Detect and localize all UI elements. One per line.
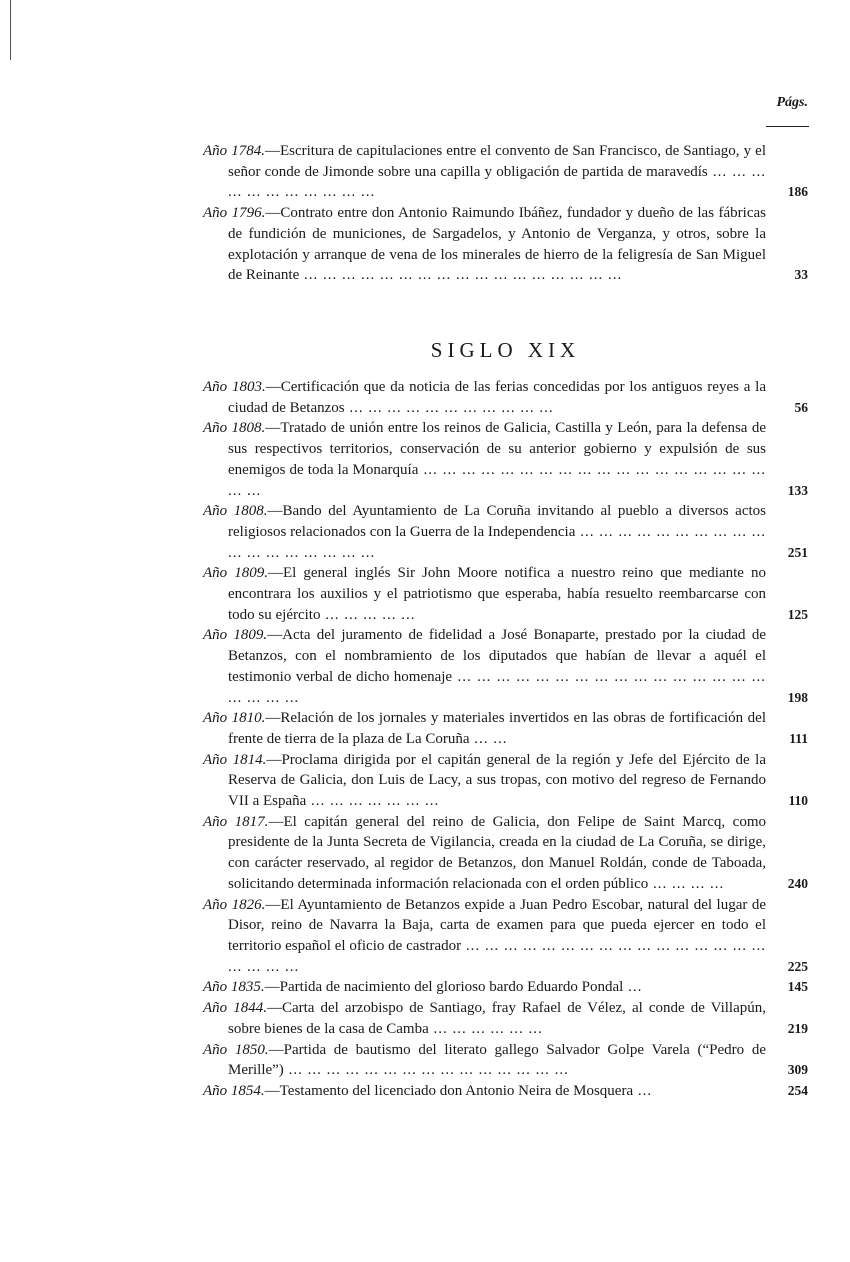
header-rule xyxy=(766,126,809,127)
toc-entry xyxy=(203,750,808,812)
entry-page-number: 125 xyxy=(787,606,808,622)
leader-dots: ... xyxy=(623,979,643,996)
entry-year: Año 1835. xyxy=(203,979,265,996)
leader-dots: ... ... ... ... ... ... ... ... ... ... ... ... ... ... ... ... ... ... xyxy=(228,523,766,561)
toc-entry xyxy=(203,812,808,895)
entry-page-number: 198 xyxy=(787,689,808,705)
entry-page-number: 219 xyxy=(787,1020,808,1036)
entry-year: Año 1826. xyxy=(203,896,266,913)
leader-dots: ... ... ... ... ... ... ... ... ... ... ... xyxy=(228,163,766,201)
entry-text: —Certificación que da noticia de las ferias concedidas por los antiguos reyes a la ciudad de Betanzos xyxy=(228,379,766,416)
leader-dots: ... ... ... ... ... xyxy=(320,606,416,623)
entry-year: Año 1850. xyxy=(203,1041,269,1058)
entry-year: Año 1854. xyxy=(203,1082,265,1099)
scan-margin-mark xyxy=(10,0,11,60)
entry-page-number: 225 xyxy=(787,958,808,974)
toc-entry xyxy=(203,418,808,501)
leader-dots: ... ... ... ... ... ... ... ... ... ... ... ... ... ... ... ... ... ... ... ... xyxy=(228,461,766,499)
entry-text: —Escritura de capitulaciones entre el convento de San Francisco, de Santiago, y el señor conde de Jimonde sobre una capilla y obligación de partida de maravedís xyxy=(228,143,766,180)
leader-dots: ... ... ... ... ... ... ... ... ... ... ... xyxy=(344,399,554,416)
toc-entry xyxy=(203,377,808,418)
entry-text: —El capitán general del reino de Galicia, don Felipe de Saint Marcq, como presidente de la Junta Secreta de Vigilancia, creada en la ciudad de La Coruña, se dirige, con carácter reservado, al regidor de Betanzos, don Manuel Roldán, conde de Taboada, solicitando determinada información relacionada con el orden público xyxy=(228,813,766,892)
leader-dots: ... xyxy=(633,1082,653,1099)
entry-page-number: 56 xyxy=(794,399,808,415)
century-heading: SIGLO XIX xyxy=(430,338,581,362)
entry-year: Año 1809. xyxy=(203,627,268,644)
entry-page-number: 186 xyxy=(787,184,808,200)
leader-dots: ... ... ... ... ... ... ... ... ... ... ... ... ... ... ... xyxy=(283,1062,569,1079)
toc-entry xyxy=(203,501,808,563)
entry-text: —Proclama dirigida por el capitán general de la región y Jefe del Ejército de la Reserva de Galicia, don Luis de Lacy, a sus tropas, con motivo del regreso de Fernando VII a España xyxy=(228,751,766,810)
entry-year: Año 1809. xyxy=(203,565,268,582)
leader-dots: ... ... ... ... ... ... xyxy=(428,1020,543,1037)
entry-text: —Acta del juramento de fidelidad a José Bonaparte, prestado por la ciudad de Betanzos, con el nombramiento de los diputados que habían de llevar a aquél el testimonio verbal de dicho homenaje xyxy=(228,627,766,685)
entry-page-number: 111 xyxy=(789,730,808,746)
entry-page-number: 145 xyxy=(787,979,808,995)
entry-year: Año 1808. xyxy=(203,503,268,520)
entry-year: Año 1784. xyxy=(203,143,265,159)
leader-dots: ... ... ... ... ... ... ... ... ... ... ... ... ... ... ... ... ... ... ... ... xyxy=(228,937,767,975)
leader-dots: ... ... ... ... xyxy=(648,875,725,892)
entry-year: Año 1808. xyxy=(203,420,266,437)
toc-entry xyxy=(203,1040,808,1081)
toc-section-xviii xyxy=(203,141,808,286)
entry-page-number: 33 xyxy=(794,267,808,283)
leader-dots: ... ... xyxy=(469,730,508,747)
entry-page-number: 251 xyxy=(787,544,808,560)
entry-year: Año 1796. xyxy=(203,205,266,222)
entry-page-number: 254 xyxy=(787,1082,808,1098)
entry-year: Año 1814. xyxy=(203,751,267,768)
entry-page-number: 309 xyxy=(787,1062,808,1078)
entry-text: —Contrato entre don Antonio Raimundo Ibáñez, fundador y dueño de las fábricas de fundición de municiones, de Sargadelos, y Antonio de Verganza, y otros, sobre la explotación y arranque de vena de los minerales de hierro de la feligresía de San Miguel de Reinante xyxy=(228,205,766,284)
entry-year: Año 1817. xyxy=(203,813,269,830)
toc-entry xyxy=(203,625,808,708)
entry-page-number: 110 xyxy=(788,793,808,809)
toc-entry xyxy=(203,895,808,978)
entry-text: —Partida de nacimiento del glorioso bardo Eduardo Pondal xyxy=(264,979,624,996)
toc-entry xyxy=(203,141,808,203)
toc-entry xyxy=(203,708,808,749)
toc-entry xyxy=(203,1081,808,1102)
entry-text: —Bando del Ayuntamiento de La Coruña invitando al pueblo a diversos actos religiosos relacionados con la Guerra de la Independencia xyxy=(228,503,766,540)
toc-entry xyxy=(203,977,808,998)
leader-dots: ... ... ... ... ... ... ... ... ... ... ... ... ... ... ... ... ... ... ... ... xyxy=(228,668,767,706)
toc-entry xyxy=(203,203,808,286)
entry-text: —El general inglés Sir John Moore notifica a nuestro reino que mediante no encontrara los auxilios y el patriotismo que esperaba, había resuelto reembarcarse con todo su ejército xyxy=(228,565,766,623)
entry-year: Año 1803. xyxy=(203,379,266,395)
entry-page-number: 240 xyxy=(787,875,808,891)
toc-entry xyxy=(203,563,808,625)
entry-text: —Carta del arzobispo de Santiago, fray Rafael de Vélez, al conde de Villapún, sobre bienes de la casa de Camba xyxy=(228,1000,766,1037)
entry-year: Año 1810. xyxy=(203,710,266,727)
leader-dots: ... ... ... ... ... ... ... ... ... ... ... ... ... ... ... ... ... xyxy=(299,267,623,284)
toc-entry xyxy=(203,998,808,1039)
entry-year: Año 1844. xyxy=(203,1000,267,1017)
entry-text: —Relación de los jornales y materiales invertidos en las obras de fortificación del frente de tierra de la plaza de La Coruña xyxy=(228,710,766,747)
entry-text: —Tratado de unión entre los reinos de Galicia, Castilla y León, para la defensa de sus respectivos territorios, conservación de su anterior gobierno y expulsión de sus enemigos de toda la Monarquía xyxy=(228,420,767,478)
entry-text: —El Ayuntamiento de Betanzos expide a Juan Pedro Escobar, natural del lugar de Disor, reino de Navarra la Baja, carta de examen para que pueda ejercer en todo el territorio español el oficio de castrador xyxy=(228,896,767,954)
page-column-header: Págs. xyxy=(776,95,808,110)
entry-page-number: 133 xyxy=(787,482,808,498)
toc-section-xix xyxy=(203,377,808,1102)
entry-text: —Testamento del licenciado don Antonio Neira de Mosquera xyxy=(264,1082,634,1099)
leader-dots: ... ... ... ... ... ... ... xyxy=(306,793,440,810)
entry-text: —Partida de bautismo del literato gallego Salvador Golpe Varela (“Pedro de Merille”) xyxy=(228,1041,766,1079)
